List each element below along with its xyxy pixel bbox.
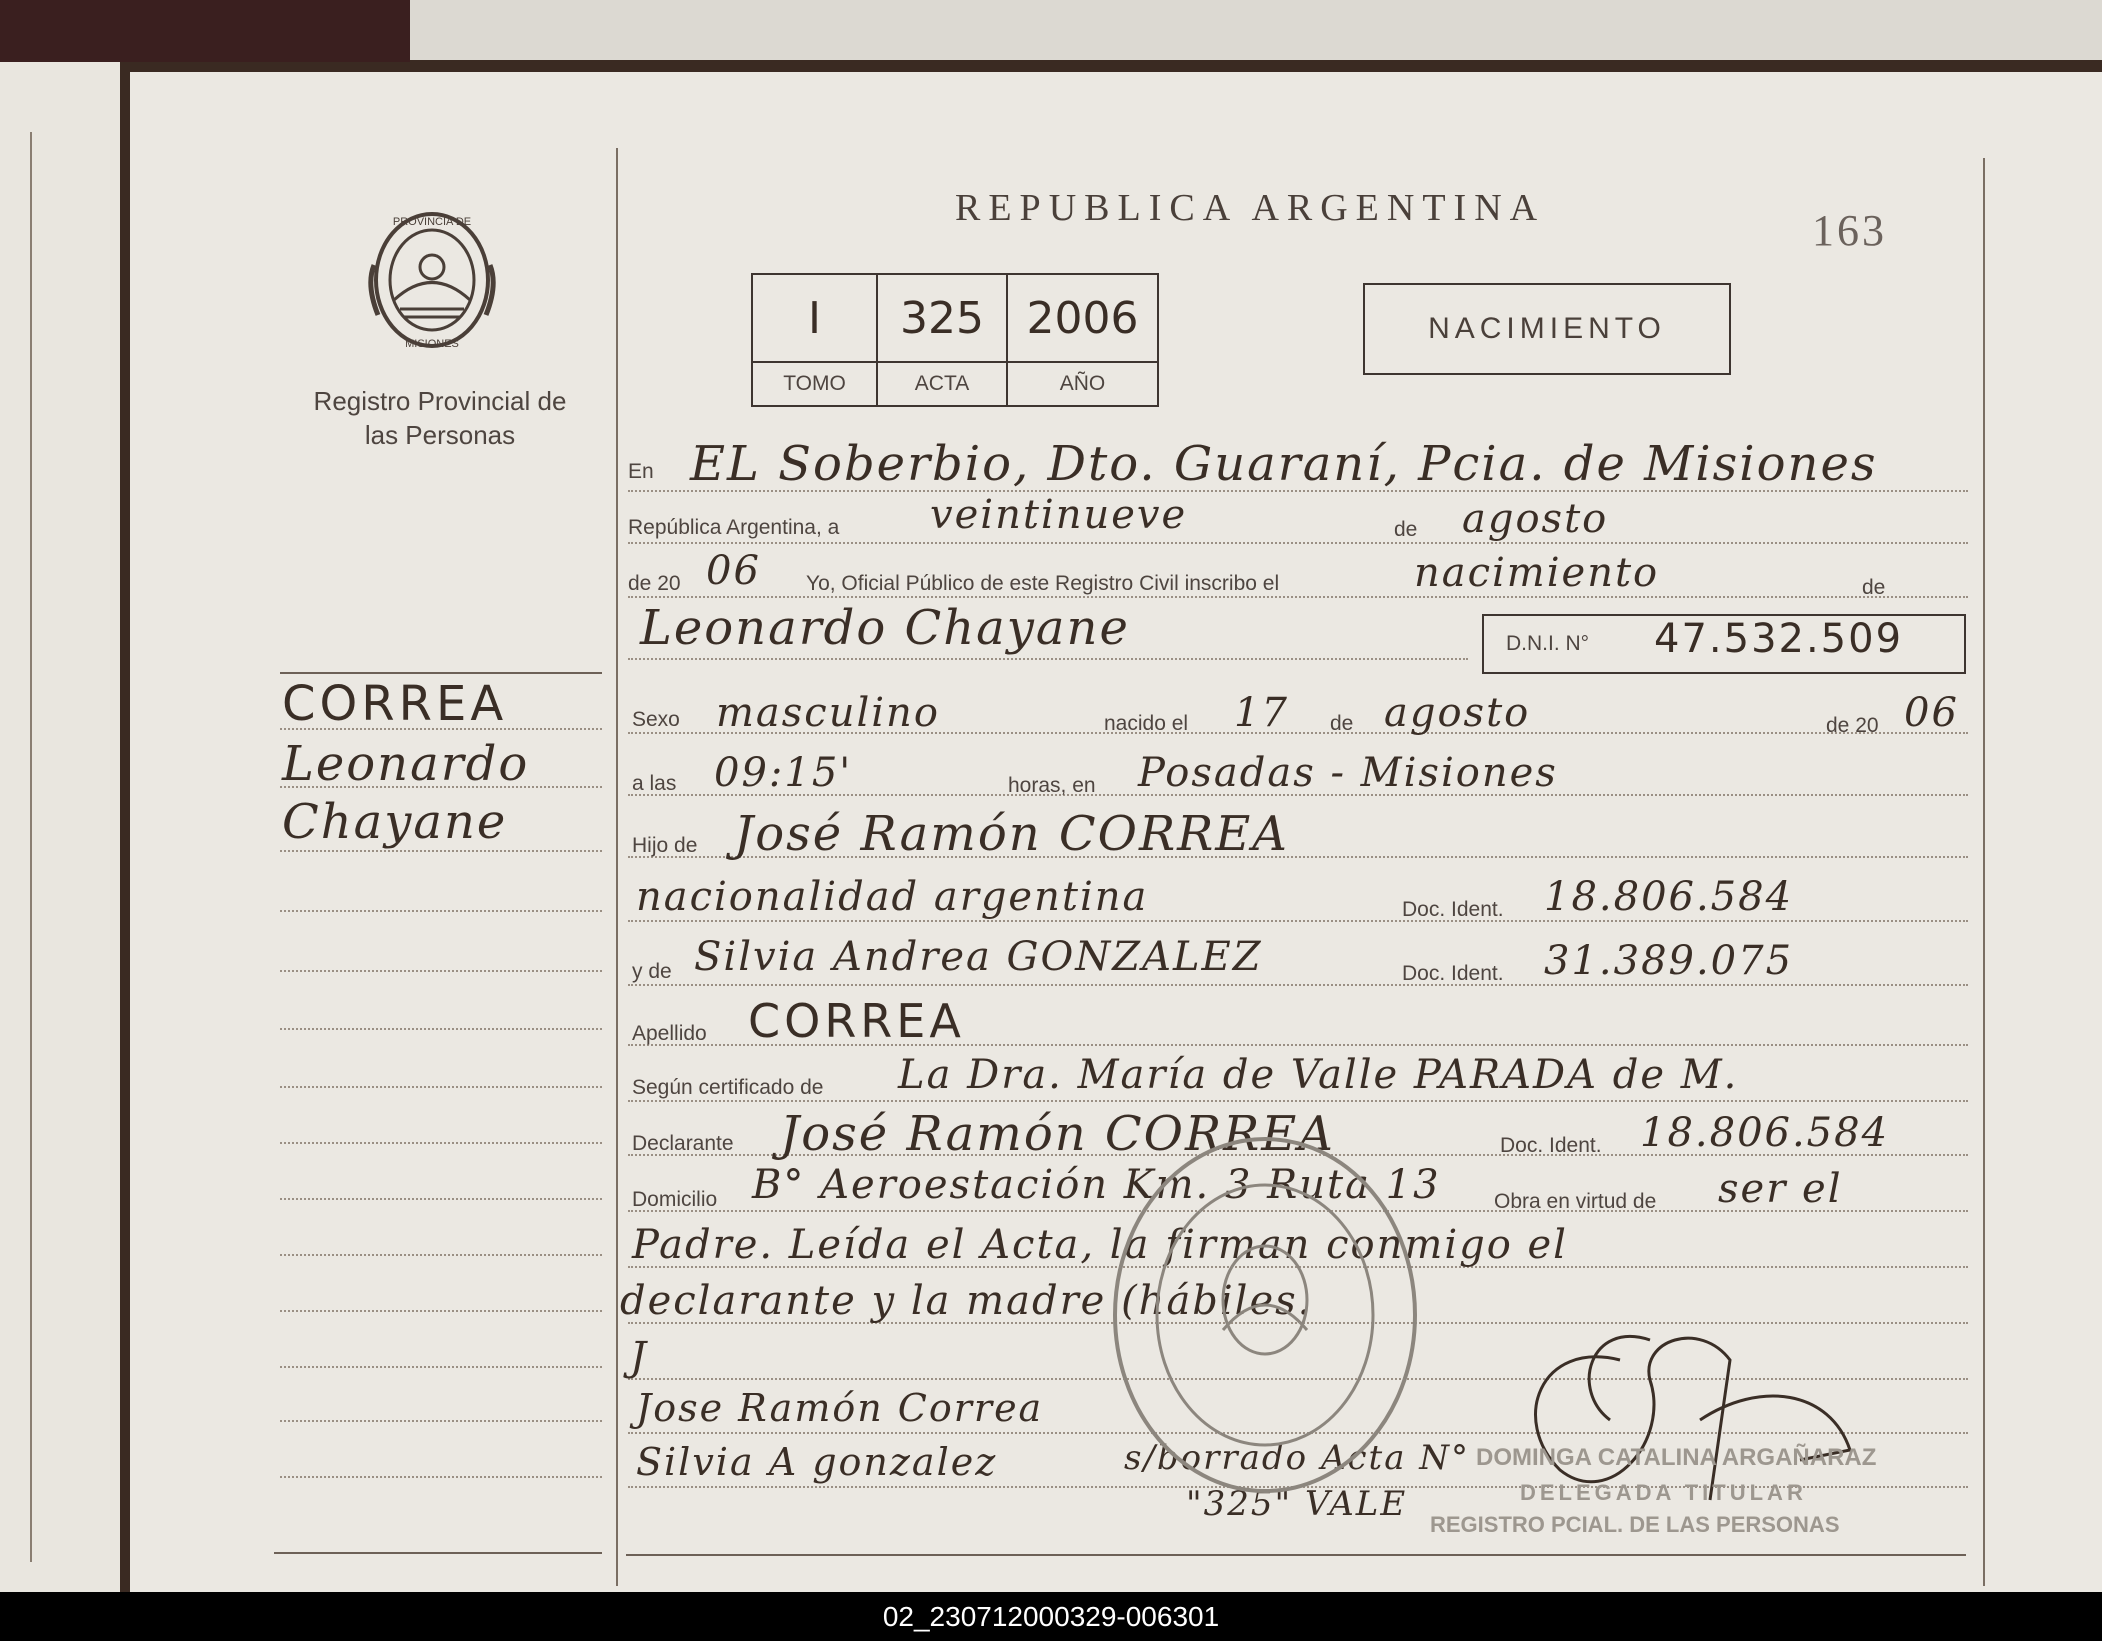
margin-line xyxy=(280,1086,602,1088)
margin-line xyxy=(280,850,602,852)
birth-year: 06 xyxy=(1904,690,1959,736)
declarant-doc: 18.806.584 xyxy=(1640,1110,1890,1156)
closing-line-1: Padre. Leída el Acta, la firman conmigo el xyxy=(632,1222,1568,1268)
margin-line xyxy=(280,1028,602,1030)
event-type: nacimiento xyxy=(1414,550,1660,596)
declarant-name: José Ramón CORREA xyxy=(780,1106,1335,1162)
doc-ident-label-3: Doc. Ident. xyxy=(1500,1134,1602,1157)
seal-text-top: PROVINCIA DE xyxy=(392,216,472,228)
left-page xyxy=(0,62,120,1592)
dni-value: 47.532.509 xyxy=(1654,616,1904,662)
apellido-label: Apellido xyxy=(632,1022,707,1045)
registry-name: Registro Provincial de las Personas xyxy=(313,386,567,450)
form-line xyxy=(628,596,1968,598)
margin-line xyxy=(280,910,602,912)
correction-note: s/borrado Acta N° xyxy=(1124,1438,1471,1478)
margin-line xyxy=(280,1420,602,1422)
mother-doc: 31.389.075 xyxy=(1544,938,1794,984)
en-label: En xyxy=(628,460,654,483)
anio-value: 2006 xyxy=(1008,275,1157,363)
stamp-org: REGISTRO PCIAL. DE LAS PERSONAS xyxy=(1430,1512,1840,1537)
margin-given-name-2: Chayane xyxy=(282,794,508,850)
place-of-registration: EL Soberbio, Dto. Guaraní, Pcia. de Misiones xyxy=(690,436,1878,492)
y-de-label: y de xyxy=(632,960,672,983)
de-label-2: de xyxy=(1862,576,1886,599)
margin-line xyxy=(280,1254,602,1256)
father-name: José Ramón CORREA xyxy=(734,806,1289,862)
stamp-name: DOMINGA CATALINA ARGAÑARAZ xyxy=(1476,1444,1877,1471)
hijo-de-label: Hijo de xyxy=(632,834,698,857)
certificate-issuer: La Dra. María de Valle PARADA de M. xyxy=(898,1052,1739,1098)
closing-line-3: J xyxy=(630,1334,649,1380)
a-las-label: a las xyxy=(632,772,677,795)
address: B° Aeroestación Km. 3 Ruta 13 xyxy=(752,1162,1441,1208)
margin-line xyxy=(280,1476,602,1478)
file-id-footer: 02_230712000329-006301 xyxy=(0,1592,2102,1641)
obra-label: Obra en virtud de xyxy=(1494,1190,1657,1213)
margin-line xyxy=(280,1142,602,1144)
correction-vale: "325" VALE xyxy=(1186,1484,1408,1524)
registration-year: 06 xyxy=(706,548,761,594)
doc-ident-label-2: Doc. Ident. xyxy=(1402,962,1504,985)
birth-day: 17 xyxy=(1234,690,1289,736)
form-line xyxy=(628,984,1968,986)
segun-certificado-label: Según certificado de xyxy=(632,1076,824,1099)
margin-line xyxy=(280,786,602,788)
reason: ser el xyxy=(1718,1166,1843,1212)
dni-label: D.N.I. N° xyxy=(1506,632,1590,655)
background-dark-corner xyxy=(0,0,410,62)
child-name: Leonardo Chayane xyxy=(640,600,1130,656)
tomo-label: TOMO xyxy=(753,363,878,405)
right-border xyxy=(1983,158,1985,1586)
de-label: de xyxy=(1394,518,1418,541)
seal-text-bottom: MISIONES xyxy=(405,338,459,350)
form-line xyxy=(628,658,1468,660)
margin-line xyxy=(280,970,602,972)
sex-value: masculino xyxy=(716,690,940,736)
margin-line xyxy=(280,728,602,730)
oficial-text: Yo, Oficial Público de este Registro Civil inscribo el xyxy=(806,572,1280,595)
margin-top-rule xyxy=(280,672,602,674)
country-title: REPUBLICA ARGENTINA xyxy=(955,187,1546,229)
dni-box xyxy=(1482,614,1966,674)
margin-divider xyxy=(616,148,618,1586)
acta-label: ACTA xyxy=(878,363,1008,405)
father-doc: 18.806.584 xyxy=(1544,874,1794,920)
closing-line-2: declarante y la madre (hábiles. xyxy=(620,1278,1313,1324)
margin-line xyxy=(280,1198,602,1200)
anio-label: AÑO xyxy=(1059,372,1106,395)
provincial-seal-icon xyxy=(364,205,500,355)
birth-time: 09:15' xyxy=(714,750,853,796)
official-round-stamp-icon xyxy=(1105,1130,1425,1500)
apellido-value: CORREA xyxy=(748,994,965,1048)
signature-mother: Silvia A gonzalez xyxy=(636,1440,998,1484)
form-line xyxy=(628,542,1968,544)
form-line xyxy=(628,920,1968,922)
mother-name: Silvia Andrea GONZALEZ xyxy=(694,934,1263,980)
nationality: nacionalidad argentina xyxy=(636,874,1149,920)
acta-value: 325 xyxy=(878,275,1008,363)
domicilio-label: Domicilio xyxy=(632,1188,718,1211)
registration-day: veintinueve xyxy=(930,492,1188,538)
form-bottom-rule xyxy=(626,1554,1966,1556)
declarante-label: Declarante xyxy=(632,1132,734,1155)
background-top xyxy=(400,0,2102,60)
horas-label: horas, en xyxy=(1008,774,1096,797)
margin-bottom-rule xyxy=(274,1552,602,1554)
margin-line xyxy=(280,1366,602,1368)
doc-ident-label-1: Doc. Ident. xyxy=(1402,898,1504,921)
de-label-3: de xyxy=(1330,712,1354,735)
page-number: 163 xyxy=(1812,206,1887,255)
sexo-label: Sexo xyxy=(632,708,680,731)
record-type-box: NACIMIENTO xyxy=(1363,283,1731,375)
margin-surname: CORREA xyxy=(282,676,508,732)
registration-month: agosto xyxy=(1462,496,1609,542)
de-20-label: de 20 xyxy=(628,572,681,595)
reference-box xyxy=(751,273,1159,407)
birth-place: Posadas - Misiones xyxy=(1138,750,1558,796)
nacido-label: nacido el xyxy=(1104,712,1189,735)
signature-father: Jose Ramón Correa xyxy=(636,1386,1044,1430)
republica-label: República Argentina, a xyxy=(628,516,840,539)
stamp-title: DELEGADA TITULAR xyxy=(1520,1480,1807,1505)
tomo-value: I xyxy=(753,275,878,363)
margin-line xyxy=(280,1310,602,1312)
margin-given-name-1: Leonardo xyxy=(282,736,530,792)
form-line xyxy=(628,1100,1968,1102)
de-20-label-2: de 20 xyxy=(1826,714,1879,737)
birth-month: agosto xyxy=(1384,690,1531,736)
